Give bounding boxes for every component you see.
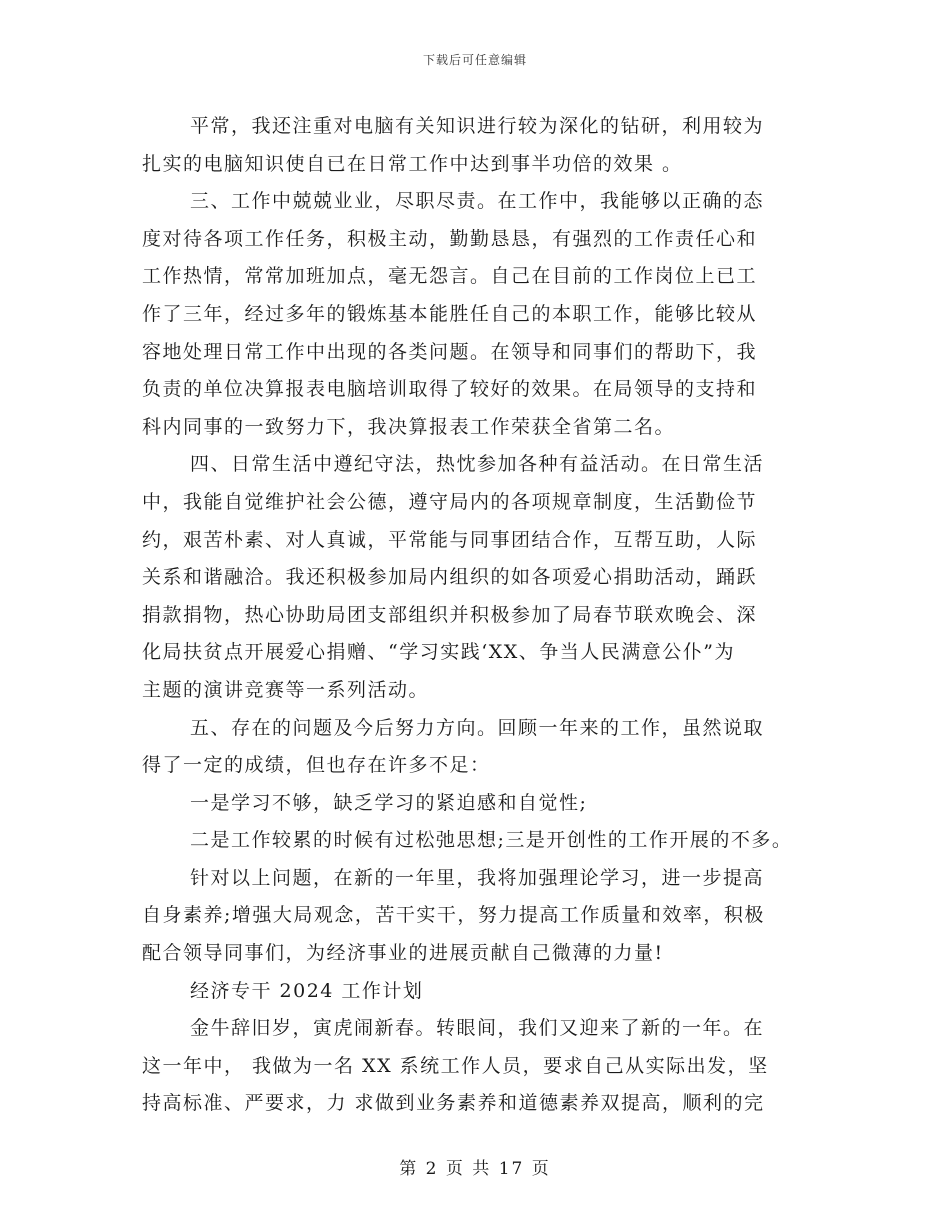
text-line: 金牛辞旧岁，寅虎闹新春。转眼间，我们又迎来了新的一年。在 [190, 1017, 765, 1040]
text-line: 平常，我还注重对电脑有关知识进行较为深化的钻研，利用较为 [190, 115, 765, 137]
text-line: 中，我能自觉维护社会公德，遵守局内的各项规章制度，生活勤俭节 [142, 490, 758, 513]
text-line: 关系和谐融洽。我还积极参加局内组织的如各项爱心捐助活动，踊跃 [142, 566, 758, 589]
text-line: 度对待各项工作任务，积极主动，勤勤恳恳，有强烈的工作责任心和 [142, 227, 758, 250]
page-number: 第 2 页 共 17 页 [399, 1159, 551, 1179]
text-line: 三、工作中兢兢业业，尽职尽责。在工作中，我能够以正确的态 [190, 190, 765, 213]
text-line: 四、日常生活中遵纪守法，热忱参加各种有益活动。在日常生活 [190, 453, 765, 476]
document-body [142, 108, 822, 1123]
text-line: 扎实的电脑知识使自已在日常工作中达到事半功倍的效果 。 [142, 152, 683, 175]
section-heading: 经济专干 2024 工作计划 [190, 979, 424, 1002]
text-line: 五、存在的问题及今后努力方向。回顾一年来的工作，虽然说取 [190, 716, 765, 739]
text-line: 持高标准、严要求，力 求做到业务素养和道德素养双提高，顺利的完 [142, 1092, 765, 1115]
text-line: 配合领导同事们，为经济事业的进展贡献自己微薄的力量! [142, 942, 664, 965]
text-line: 主题的演讲竞赛等一系列活动。 [142, 678, 430, 701]
text-line: 约，艰苦朴素、对人真诚，平常能与同事团结合作，互帮互助，人际 [142, 528, 758, 551]
text-line: 捐款捐物，热心协助局团支部组织并积极参加了局春节联欢晚会、深 [142, 603, 758, 626]
text-line: 这一年中， 我做为一名 XX 系统工作人员，要求自己从实际出发，坚 [142, 1054, 769, 1077]
text-line: 容地处理日常工作中出现的各类问题。在领导和同事们的帮助下，我 [142, 340, 758, 363]
text-line: 工作热情，常常加班加点，毫无怨言。自己在目前的工作岗位上已工 [142, 265, 758, 288]
header-note: 下载后可任意编辑 [422, 53, 527, 67]
text-line: 一是学习不够，缺乏学习的紧迫感和自觉性; [190, 791, 588, 814]
text-line: 负责的单位决算报表电脑培训取得了较好的效果。在局领导的支持和 [142, 378, 758, 401]
text-line: 得了一定的成绩，但也存在许多不足： [142, 754, 491, 777]
text-line: 二是工作较累的时候有过松弛思想;三是开创性的工作开展的不多。 [190, 829, 793, 852]
text-line: 作了三年，经过多年的锻炼基本能胜任自己的本职工作，能够比较从 [142, 302, 758, 325]
text-line: 化局扶贫点开展爱心捐赠、“学习实践‘XX、争当人民满意公仆”为 [142, 641, 736, 664]
text-line: 自身素养;增强大局观念，苦干实干，努力提高工作质量和效率，积极 [142, 904, 765, 927]
text-line: 针对以上问题，在新的一年里，我将加强理论学习，进一步提高 [190, 866, 765, 889]
text-line: 科内同事的一致努力下，我决算报表工作荣获全省第二名。 [142, 415, 676, 438]
